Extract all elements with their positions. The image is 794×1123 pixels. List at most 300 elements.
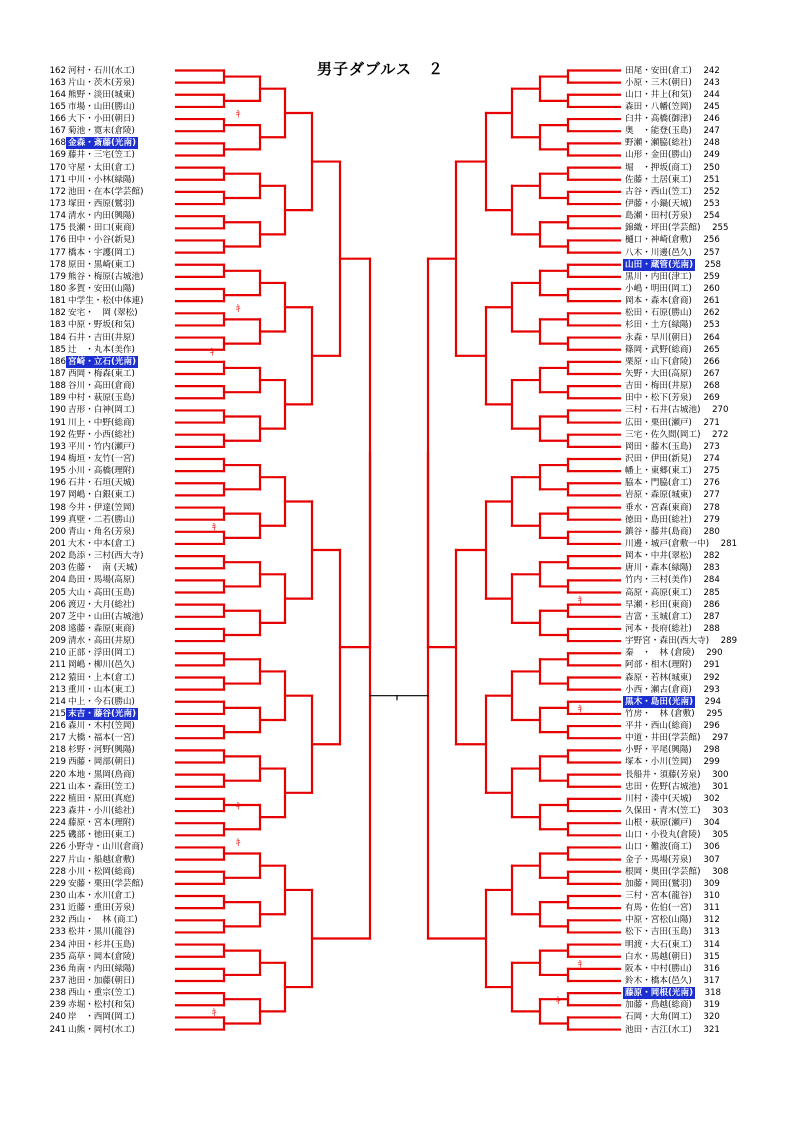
right-entry bbox=[623, 574, 720, 586]
right-entry bbox=[623, 878, 720, 890]
left-entry bbox=[46, 805, 137, 817]
team-name: 安宅・ 岡 (翠松) bbox=[68, 308, 138, 319]
seed-number: 238 bbox=[49, 988, 66, 999]
team-name: 高草・岡本(倉陵) bbox=[68, 951, 135, 962]
seed-number: 206 bbox=[49, 599, 66, 610]
team-name: 西藤・岡部(朝日) bbox=[68, 757, 135, 768]
left-entry bbox=[46, 307, 140, 319]
seed-number: 292 bbox=[703, 672, 720, 683]
team-name: 多賀・安田(山陽) bbox=[68, 284, 135, 295]
seed-number: 289 bbox=[720, 636, 738, 647]
seed-number: 311 bbox=[703, 903, 720, 914]
team-name: 藤井・三宅(笠工) bbox=[68, 150, 135, 161]
team-name: 久保田・青木(笠工) bbox=[625, 806, 701, 817]
team-name: 松井・黒川(龍谷) bbox=[68, 927, 135, 938]
seed-number: 274 bbox=[703, 453, 720, 464]
team-name: 加藤・鳥越(総商) bbox=[625, 1000, 692, 1011]
bye-mark: ｷ bbox=[236, 838, 241, 849]
team-name: 田中・小谷(新見) bbox=[68, 235, 135, 246]
seed-number: 315 bbox=[703, 951, 720, 962]
left-entry bbox=[46, 781, 137, 793]
team-name: 大木・中本(倉工) bbox=[68, 538, 135, 549]
seed-number: 209 bbox=[49, 636, 66, 647]
seed-number: 252 bbox=[703, 186, 720, 197]
team-name: 鈴木・橋本(邑久) bbox=[625, 976, 692, 986]
team-name: 藤原・岡根(光南) bbox=[625, 988, 694, 999]
seed-number: 177 bbox=[49, 247, 66, 258]
left-entry bbox=[46, 283, 137, 295]
left-entry bbox=[46, 271, 145, 283]
seed-number: 188 bbox=[49, 381, 66, 392]
seed-number: 290 bbox=[706, 648, 723, 659]
team-name: 大山・高田(玉島) bbox=[68, 587, 135, 598]
right-entry bbox=[623, 672, 720, 684]
left-entry bbox=[46, 866, 137, 878]
right-entry bbox=[623, 769, 728, 781]
left-entry bbox=[46, 647, 137, 659]
seed-number: 293 bbox=[703, 684, 720, 695]
bye-mark: ｷ bbox=[578, 595, 583, 606]
seed-number: 246 bbox=[703, 114, 720, 125]
seed-number: 220 bbox=[49, 769, 66, 780]
left-entry bbox=[46, 611, 145, 623]
seed-number: 178 bbox=[49, 259, 66, 270]
team-name: 佐野・小西(総社) bbox=[68, 429, 135, 440]
left-entry bbox=[46, 247, 137, 259]
left-entry bbox=[46, 429, 137, 441]
seed-number: 194 bbox=[49, 453, 66, 464]
team-name: 中上・今石(勝山) bbox=[68, 696, 135, 707]
team-name: 芝中・山田(古城池) bbox=[68, 611, 144, 622]
team-name: 西山・ 林 (商工) bbox=[68, 915, 138, 926]
right-entry bbox=[623, 465, 720, 477]
team-name: 早瀬・杉田(東商) bbox=[625, 599, 692, 610]
seed-number: 226 bbox=[49, 842, 66, 853]
left-entry bbox=[46, 295, 145, 307]
seed-number: 307 bbox=[703, 854, 720, 865]
seed-number: 286 bbox=[703, 599, 720, 610]
left-entry bbox=[46, 635, 137, 647]
seed-number: 278 bbox=[703, 502, 720, 513]
team-name: 中原・野坂(和気) bbox=[68, 320, 135, 331]
team-name: 平井・西山(総商) bbox=[625, 721, 692, 732]
team-name: 松田・石原(勝山) bbox=[625, 308, 692, 319]
right-entry bbox=[623, 793, 720, 805]
seed-number: 218 bbox=[49, 745, 66, 756]
left-entry bbox=[46, 708, 138, 720]
seed-number: 167 bbox=[49, 126, 66, 137]
seed-number: 281 bbox=[720, 538, 738, 549]
seed-number: 265 bbox=[703, 344, 720, 355]
right-entry bbox=[623, 210, 720, 222]
seed-number: 291 bbox=[703, 660, 720, 671]
seed-number: 213 bbox=[49, 684, 66, 695]
seed-number: 284 bbox=[703, 575, 720, 586]
team-name: 堀 ・押坂(商工) bbox=[625, 162, 692, 173]
team-name: 広田・栗田(瀬戸) bbox=[625, 417, 692, 428]
seed-number: 253 bbox=[703, 199, 720, 210]
left-entry bbox=[46, 368, 137, 380]
team-name: 島田・馬場(高原) bbox=[68, 575, 135, 586]
right-entry bbox=[623, 659, 720, 671]
left-entry bbox=[46, 756, 137, 768]
left-entry bbox=[46, 137, 138, 149]
team-name: 末吉・藤谷(光南) bbox=[68, 708, 137, 719]
right-entry bbox=[623, 817, 720, 829]
team-name: 森川・木村(笠岡) bbox=[68, 721, 135, 732]
bye-mark: ｷ bbox=[556, 996, 561, 1007]
right-entry bbox=[623, 781, 728, 793]
right-entry bbox=[623, 890, 720, 902]
team-name: 河本・長府(総社) bbox=[625, 623, 692, 634]
seed-number: 205 bbox=[49, 587, 66, 598]
team-name: 吉田・梅田(井原) bbox=[625, 381, 692, 392]
seed-number: 241 bbox=[49, 1024, 66, 1035]
team-name: 島瀬・田村(芳泉) bbox=[625, 211, 692, 222]
left-entry bbox=[46, 562, 140, 574]
seed-number: 181 bbox=[49, 296, 66, 307]
seed-number: 195 bbox=[49, 466, 66, 477]
left-entry bbox=[46, 380, 137, 392]
team-name: 沢田・伊田(新見) bbox=[625, 453, 692, 464]
team-name: 永森・早川(朝日) bbox=[625, 332, 692, 343]
seed-number: 192 bbox=[49, 429, 66, 440]
seed-number: 240 bbox=[49, 1012, 66, 1023]
seed-number: 260 bbox=[703, 284, 720, 295]
team-name: 佐藤・ 南 (天城) bbox=[68, 563, 138, 574]
right-entry bbox=[623, 538, 737, 550]
team-name: 守屋・太田(倉工) bbox=[68, 162, 135, 173]
seed-number: 300 bbox=[712, 769, 729, 780]
team-name: 吉富・玉城(倉工) bbox=[625, 611, 692, 622]
seed-number: 168 bbox=[49, 138, 66, 149]
team-name: 宇野宮・森田(西大寺) bbox=[625, 636, 710, 647]
left-entry bbox=[46, 574, 137, 586]
seed-number: 242 bbox=[703, 65, 720, 76]
left-entry bbox=[46, 392, 137, 404]
right-entry bbox=[623, 1024, 720, 1036]
right-entry bbox=[623, 441, 720, 453]
seed-number: 266 bbox=[703, 356, 720, 367]
team-name: 唐川・森本(緑陽) bbox=[625, 563, 692, 574]
seed-number: 212 bbox=[49, 672, 66, 683]
team-name: 中道・井田(学芸館) bbox=[625, 733, 701, 744]
team-name: 三宅・佐久間(岡工) bbox=[625, 429, 701, 440]
seed-number: 299 bbox=[703, 757, 720, 768]
team-name: 脇本・門脇(倉工) bbox=[625, 478, 692, 489]
team-name: 清水・高田(井原) bbox=[68, 636, 135, 647]
team-name: 塚田・西原(鷲羽) bbox=[68, 199, 135, 210]
seed-number: 186 bbox=[49, 356, 66, 367]
left-entry bbox=[46, 854, 137, 866]
seed-number: 298 bbox=[703, 745, 720, 756]
seed-number: 173 bbox=[49, 199, 66, 210]
seed-number: 182 bbox=[49, 308, 66, 319]
team-name: 竹内・三村(美作) bbox=[625, 575, 692, 586]
bye-mark: ｷ bbox=[578, 705, 583, 716]
right-entry bbox=[623, 854, 720, 866]
seed-number: 239 bbox=[49, 1000, 66, 1011]
right-entry bbox=[623, 368, 720, 380]
team-name: 山口・小役丸(倉陵) bbox=[625, 830, 701, 841]
right-entry bbox=[623, 186, 720, 198]
team-name: 角南・内田(緑陽) bbox=[68, 963, 135, 974]
team-name: 山本・森田(笠工) bbox=[68, 781, 135, 792]
seed-number: 184 bbox=[49, 332, 66, 343]
team-name: 白水・馬越(朝日) bbox=[625, 951, 692, 962]
team-name: 森井・小川(総社) bbox=[68, 806, 135, 817]
team-name: 幡上・東郷(東工) bbox=[625, 466, 692, 477]
right-entry bbox=[623, 939, 720, 951]
team-name: 中学生・松(中体連) bbox=[68, 296, 144, 307]
seed-number: 271 bbox=[703, 417, 720, 428]
left-entry bbox=[46, 332, 137, 344]
seed-number: 245 bbox=[703, 101, 720, 112]
right-entry bbox=[623, 951, 720, 963]
right-entry bbox=[623, 356, 720, 368]
team-name: 矢野・大田(高原) bbox=[625, 369, 692, 379]
seed-number: 225 bbox=[49, 830, 66, 841]
right-entry bbox=[623, 975, 720, 987]
left-entry bbox=[46, 817, 137, 829]
left-entry bbox=[46, 587, 137, 599]
left-entry bbox=[46, 149, 137, 161]
right-entry bbox=[623, 477, 720, 489]
right-entry bbox=[623, 550, 720, 562]
seed-number: 197 bbox=[49, 490, 66, 501]
team-name: 原田・黒崎(東工) bbox=[68, 259, 135, 270]
left-entry bbox=[46, 356, 138, 368]
team-name: 橋本・宇護(岡工) bbox=[68, 247, 135, 258]
seed-number: 233 bbox=[49, 927, 66, 938]
team-name: 谷川・高田(倉商) bbox=[68, 381, 135, 392]
right-entry bbox=[623, 708, 723, 720]
seed-number: 282 bbox=[703, 551, 720, 562]
seed-number: 302 bbox=[703, 793, 720, 804]
seed-number: 295 bbox=[706, 708, 723, 719]
team-name: 川邊・城戸(倉敷一中) bbox=[625, 538, 710, 549]
seed-number: 269 bbox=[703, 393, 720, 404]
team-name: 石岡・大角(岡工) bbox=[625, 1012, 692, 1023]
seed-number: 256 bbox=[703, 235, 720, 246]
seed-number: 254 bbox=[703, 211, 720, 222]
seed-number: 204 bbox=[49, 575, 66, 586]
seed-number: 216 bbox=[49, 721, 66, 732]
seed-number: 321 bbox=[703, 1024, 720, 1035]
right-entry bbox=[623, 611, 720, 623]
seed-number: 249 bbox=[703, 150, 720, 161]
team-name: 野瀬・瀬脇(総社) bbox=[625, 138, 692, 149]
seed-number: 193 bbox=[49, 441, 66, 452]
seed-number: 276 bbox=[703, 478, 720, 489]
seed-number: 180 bbox=[49, 284, 66, 295]
seed-number: 243 bbox=[703, 77, 720, 88]
team-name: 小野・平尾(興陽) bbox=[625, 745, 692, 756]
team-name: 大橋・福本(一宮) bbox=[68, 733, 135, 744]
left-entry bbox=[46, 987, 137, 999]
left-entry bbox=[46, 975, 137, 987]
team-name: 磯部・徳田(東工) bbox=[68, 830, 135, 841]
right-entry bbox=[623, 720, 720, 732]
right-entry bbox=[623, 805, 728, 817]
seed-number: 310 bbox=[703, 891, 720, 902]
team-name: 岸 ・西岡(岡工) bbox=[68, 1012, 135, 1023]
team-name: 宮崎・立石(光南) bbox=[68, 356, 137, 367]
team-name: 阿部・相木(理附) bbox=[625, 660, 692, 671]
seed-number: 208 bbox=[49, 623, 66, 634]
team-name: 猿田・上本(倉工) bbox=[68, 672, 135, 683]
left-entry bbox=[46, 914, 140, 926]
team-name: 山形・金田(勝山) bbox=[625, 150, 692, 161]
left-entry bbox=[46, 101, 137, 113]
seed-number: 231 bbox=[49, 903, 66, 914]
seed-number: 221 bbox=[49, 781, 66, 792]
left-entry bbox=[46, 720, 137, 732]
right-entry bbox=[623, 963, 720, 975]
seed-number: 224 bbox=[49, 818, 66, 829]
seed-number: 198 bbox=[49, 502, 66, 513]
team-name: 徳田・島田(総社) bbox=[625, 514, 692, 525]
seed-number: 264 bbox=[703, 332, 720, 343]
seed-number: 171 bbox=[49, 174, 66, 185]
right-entry bbox=[623, 684, 720, 696]
seed-number: 319 bbox=[703, 1000, 720, 1011]
team-name: 秦 ・ 林 (倉陵) bbox=[625, 648, 695, 659]
bye-mark: ｷ bbox=[578, 960, 583, 971]
seed-number: 262 bbox=[703, 308, 720, 319]
seed-number: 189 bbox=[49, 393, 66, 404]
left-entry bbox=[46, 672, 137, 684]
seed-number: 215 bbox=[49, 708, 66, 719]
right-entry bbox=[623, 319, 720, 331]
team-name: 有馬・佐伯(一宮) bbox=[625, 903, 692, 914]
team-name: 長瀬・田口(東商) bbox=[68, 223, 135, 234]
team-name: 山田・蔵管(光南) bbox=[625, 259, 694, 270]
left-entry bbox=[46, 744, 137, 756]
seed-number: 201 bbox=[49, 538, 66, 549]
seed-number: 190 bbox=[49, 405, 66, 416]
team-name: 渡辺・大月(総社) bbox=[68, 599, 135, 610]
seed-number: 234 bbox=[49, 939, 66, 950]
team-name: 小嶋・明田(岡工) bbox=[625, 284, 692, 295]
team-name: 藤原・宮本(理附) bbox=[68, 818, 135, 829]
right-entry bbox=[623, 247, 720, 259]
team-name: 池田・在本(学芸館) bbox=[68, 186, 144, 197]
team-name: 西岡・梅森(東工) bbox=[68, 369, 135, 379]
left-entry bbox=[46, 939, 137, 951]
seed-number: 166 bbox=[49, 114, 66, 125]
left-entry bbox=[46, 441, 137, 453]
right-entry bbox=[623, 198, 720, 210]
left-entry bbox=[46, 599, 137, 611]
team-name: 小野寺・山川(倉商) bbox=[68, 842, 144, 853]
team-name: 石井・吉田(井原) bbox=[68, 332, 135, 343]
seed-number: 308 bbox=[712, 866, 729, 877]
team-name: 岡嶋・白銀(東工) bbox=[68, 490, 135, 501]
team-name: 樋口・神崎(倉敷) bbox=[625, 235, 692, 246]
left-entry bbox=[46, 198, 137, 210]
seed-number: 301 bbox=[712, 781, 729, 792]
team-name: 川上・中野(総商) bbox=[68, 417, 135, 428]
seed-number: 219 bbox=[49, 757, 66, 768]
seed-number: 179 bbox=[49, 271, 66, 282]
team-name: 中川・小林(緑陽) bbox=[68, 174, 135, 185]
right-entry bbox=[623, 562, 720, 574]
seed-number: 309 bbox=[703, 878, 720, 889]
seed-number: 183 bbox=[49, 320, 66, 331]
seed-number: 261 bbox=[703, 296, 720, 307]
left-entry bbox=[46, 453, 137, 465]
seed-number: 267 bbox=[703, 369, 720, 379]
right-entry bbox=[623, 647, 723, 659]
right-entry bbox=[623, 489, 720, 501]
team-name: 平川・竹内(瀬戸) bbox=[68, 441, 135, 452]
right-entry bbox=[623, 453, 720, 465]
left-entry bbox=[46, 793, 137, 805]
left-entry bbox=[46, 344, 137, 356]
team-name: 中村・萩原(玉島) bbox=[68, 393, 135, 404]
team-name: 岡田・藤木(玉島) bbox=[625, 441, 692, 452]
left-entry bbox=[46, 125, 137, 137]
seed-number: 317 bbox=[703, 976, 720, 986]
team-name: 今井・伊達(笠岡) bbox=[68, 502, 135, 513]
team-name: 梅垣・友竹(一宮) bbox=[68, 453, 135, 464]
team-name: 熊谷・梅原(古城池) bbox=[68, 271, 144, 282]
seed-number: 214 bbox=[49, 696, 66, 707]
right-entry bbox=[623, 234, 720, 246]
seed-number: 303 bbox=[712, 806, 729, 817]
right-entry bbox=[623, 65, 720, 77]
seed-number: 268 bbox=[703, 381, 720, 392]
bye-mark: ｷ bbox=[210, 348, 215, 359]
team-name: 熊野・淡田(城東) bbox=[68, 89, 135, 100]
team-name: 古谷・西山(笠工) bbox=[625, 186, 692, 197]
right-entry bbox=[623, 113, 720, 125]
left-entry bbox=[46, 684, 137, 696]
team-name: 岡本・中井(翠松) bbox=[625, 551, 692, 562]
right-entry bbox=[623, 295, 720, 307]
right-entry bbox=[623, 307, 720, 319]
left-entry bbox=[46, 514, 137, 526]
seed-number: 314 bbox=[703, 939, 720, 950]
team-name: 阪本・中村(勝山) bbox=[625, 963, 692, 974]
team-name: 三村・石井(古城池) bbox=[625, 405, 701, 416]
seed-number: 199 bbox=[49, 514, 66, 525]
right-entry bbox=[623, 987, 721, 999]
left-entry bbox=[46, 623, 137, 635]
seed-number: 244 bbox=[703, 89, 720, 100]
left-entry bbox=[46, 77, 137, 89]
seed-number: 175 bbox=[49, 223, 66, 234]
seed-number: 285 bbox=[703, 587, 720, 598]
seed-number: 163 bbox=[49, 77, 66, 88]
team-name: 加藤・岡田(鷲羽) bbox=[625, 878, 692, 889]
left-entry bbox=[46, 489, 137, 501]
team-name: 松下・吉田(玉島) bbox=[625, 927, 692, 938]
seed-number: 304 bbox=[703, 818, 720, 829]
seed-number: 228 bbox=[49, 866, 66, 877]
seed-number: 236 bbox=[49, 963, 66, 974]
right-entry bbox=[623, 417, 720, 429]
seed-number: 297 bbox=[712, 733, 729, 744]
seed-number: 196 bbox=[49, 478, 66, 489]
seed-number: 283 bbox=[703, 563, 720, 574]
seed-number: 207 bbox=[49, 611, 66, 622]
seed-number: 227 bbox=[49, 854, 66, 865]
left-entry bbox=[46, 502, 137, 514]
seed-number: 258 bbox=[704, 259, 722, 270]
left-entry bbox=[46, 417, 137, 429]
